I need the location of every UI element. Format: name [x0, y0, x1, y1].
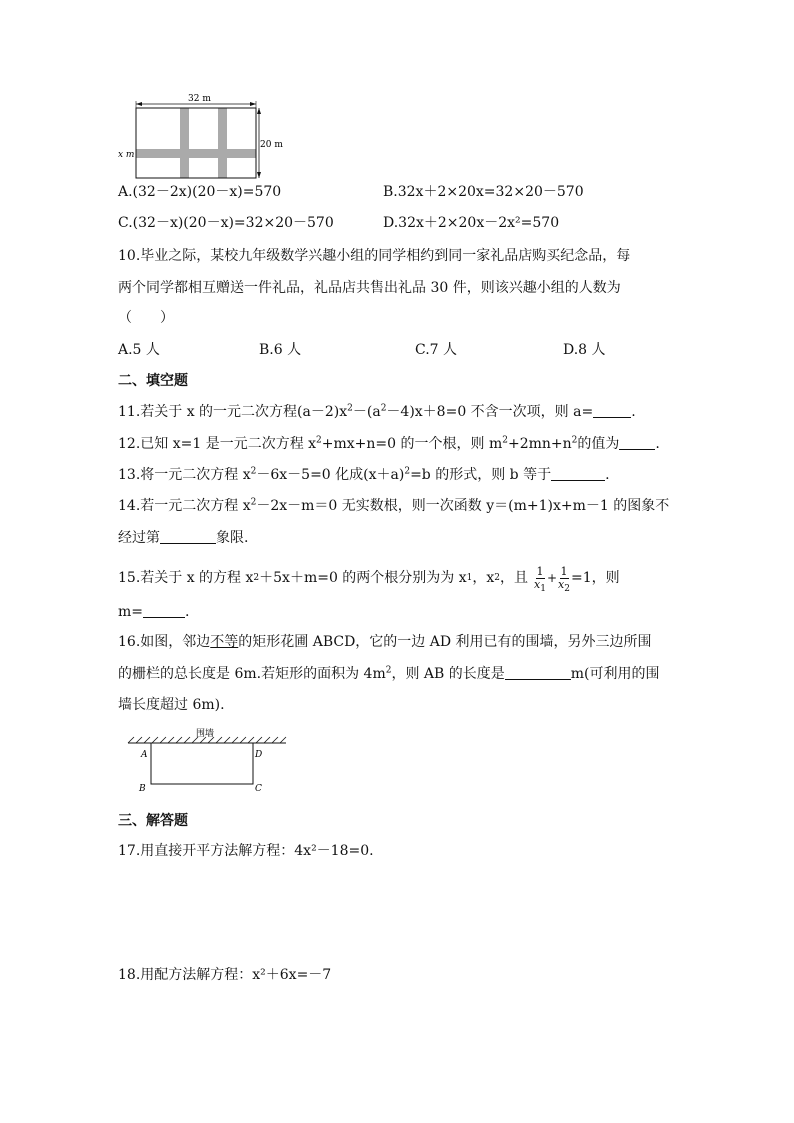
- road-diagram: [118, 92, 288, 184]
- q11-text-3: －4)x＋8=0 不含一次项，则 a=: [386, 404, 594, 420]
- q12-text-5: .: [655, 436, 660, 452]
- q15-text-5: =1，则: [571, 570, 620, 586]
- q16-underlined-text: 不等: [210, 634, 239, 650]
- q16-line-2: 的栅栏的总长度是 6m.若矩形的面积为 $4m^2$，则 AB 的长度是 m(可利用的围: [118, 665, 660, 682]
- q15-plus: +: [546, 571, 558, 585]
- q16-text-1: 16.如图，邻边: [118, 634, 211, 650]
- q15-text-1: 15.若关于 x 的方程 x: [118, 570, 254, 586]
- q10-option-d: D.8 人: [563, 342, 606, 358]
- road-width-label: x m: [118, 150, 135, 160]
- q16-answer-blank[interactable]: [505, 665, 571, 680]
- q12: 12.已知 x=1 是一元二次方程 $x^2+mx+n=0$ 的一个根，则 $m^2+2mn+n^2$的值为 .: [118, 435, 660, 452]
- road-diagram-svg: [118, 92, 288, 184]
- q17: 17.用直接开平方法解方程：4x²－18=0.: [118, 843, 374, 859]
- q13-text-3: =b 的形式，则 b 等于: [410, 467, 552, 483]
- q16-text-5: m(可利用的围: [570, 666, 660, 682]
- wall-label: 围墙: [196, 729, 215, 739]
- section-fill-in-heading: 二、填空题: [118, 373, 188, 389]
- q12-text-1: 12.已知 x=1 是一元二次方程 x: [118, 436, 317, 452]
- q9-option-c: C.(32－x)(20－x)=32×20－570: [118, 215, 334, 231]
- q14-line-1: 14.若一元二次方程 $x^2-2x-m=0$ 无实数根，则一次函数 y＝(m+1)x+m－1 的图象不: [118, 497, 670, 514]
- q14-text-2: －2x－m＝0 无实数根，则一次函数 y＝(m+1)x+m－1 的图象不: [256, 498, 670, 514]
- q10-option-a: A.5 人: [118, 342, 160, 358]
- vertex-b: B: [139, 784, 146, 794]
- fraction-1-over-x2: $\frac{1}{x_2}$: [558, 564, 570, 594]
- fraction-1-over-x1: $\frac{1}{x_1}$: [534, 564, 546, 594]
- top-length-label: 32 m: [188, 94, 211, 104]
- q14-answer-blank[interactable]: [160, 529, 216, 544]
- q14-text-3: 经过第: [118, 530, 160, 546]
- q9-option-a: A.(32－2x)(20－x)=570: [118, 184, 282, 200]
- q10-line-3: （ ）: [118, 310, 174, 326]
- q16-text-2: 的矩形花圃 ABCD，它的一边 AD 利用已有的围墙，另外三边所围: [238, 634, 652, 650]
- q14-text-4: 象限.: [216, 530, 249, 546]
- q13-answer-blank[interactable]: [551, 466, 605, 481]
- garden-diagram: [124, 726, 290, 796]
- vertex-d: D: [255, 750, 263, 760]
- q15-answer-blank[interactable]: [143, 603, 185, 618]
- q14-text-1: 14.若一元二次方程 x: [118, 498, 251, 514]
- q12-answer-blank[interactable]: [619, 435, 655, 450]
- q16-text-4: ，则 AB 的长度是: [391, 666, 505, 682]
- q15-text-2: ＋5x＋m=0 的两个根分别为为 x: [259, 570, 467, 586]
- q10-option-c: C.7 人: [415, 342, 458, 358]
- section-solve-heading: 三、解答题: [118, 813, 188, 829]
- horizontal-road: [136, 149, 256, 158]
- q11: 11.若关于 x 的一元二次方程$(a-2)x^2-(a^2-4)x+8=0$ 不含一次项，则 a= .: [118, 403, 636, 420]
- vertex-c: C: [255, 784, 262, 794]
- q13-text-2: －6x－5=0 化成(x＋a): [256, 467, 405, 483]
- q15-line-1: 15.若关于 x 的方程 x 2 ＋5x＋m=0 的两个根分别为为 x 1 ，x 2 ，且 $\frac{1}{x_1}$ + $\frac{1}{x_2}$ =1，则: [118, 564, 620, 594]
- q12-text-4: 的值为: [577, 436, 620, 452]
- garden-diagram-svg: [124, 726, 290, 796]
- q11-text-4: .: [631, 404, 636, 420]
- q15-text-7: .: [185, 604, 190, 620]
- q11-text-1: 11.若关于 x 的一元二次方程(a－2)x: [118, 404, 348, 420]
- q11-answer-blank[interactable]: [593, 403, 631, 418]
- q15-line-2: [118, 602, 189, 622]
- q10-line-2: 两个同学都相互赠送一件礼品，礼品店共售出礼品 30 件，则该兴趣小组的人数为: [118, 280, 621, 296]
- q15-text-3: ，x: [472, 570, 495, 586]
- q15-text-4: ，且: [500, 570, 529, 586]
- q11-text-2: －(a: [352, 404, 381, 420]
- frac2-num: 1: [560, 564, 568, 578]
- rectangle-abcd: [151, 743, 253, 784]
- q14-line-2: [118, 528, 248, 548]
- q15-text-6: m=: [118, 604, 144, 620]
- q18: 18.用配方法解方程：x²＋6x=－7: [118, 967, 332, 983]
- frac2-den: x: [558, 577, 565, 591]
- right-length-label: 20 m: [260, 140, 283, 150]
- frac1-num: 1: [536, 564, 544, 578]
- q16-line-3: 墙长度超过 6m).: [118, 697, 225, 713]
- q13-text-1: 13.将一元二次方程 x: [118, 467, 251, 483]
- vertical-road-1: [180, 108, 189, 178]
- q16-text-3: 的栅栏的总长度是 6m.若矩形的面积为 4m: [118, 666, 386, 682]
- q16-line-1: [118, 632, 652, 652]
- vertex-a: A: [141, 750, 148, 760]
- q13: 13.将一元二次方程 $x^2-6x-5=0$ 化成$(x+a)^2=b$ 的形式，则 b 等于 .: [118, 466, 610, 483]
- q12-text-3: +2mn+n: [507, 436, 572, 452]
- q13-text-4: .: [605, 467, 610, 483]
- q9-option-d: D.32x＋2×20x－2x²=570: [383, 215, 560, 231]
- vertical-road-2: [218, 108, 227, 178]
- q10-line-1: 10.毕业之际，某校九年级数学兴趣小组的同学相约到同一家礼品店购买纪念品，每: [118, 248, 631, 264]
- q12-text-2: +mx+n=0 的一个根，则 m: [321, 436, 503, 452]
- q9-option-b: B.32x＋2×20x=32×20－570: [383, 184, 584, 200]
- q10-option-b: B.6 人: [259, 342, 302, 358]
- frac1-den: x: [534, 577, 541, 591]
